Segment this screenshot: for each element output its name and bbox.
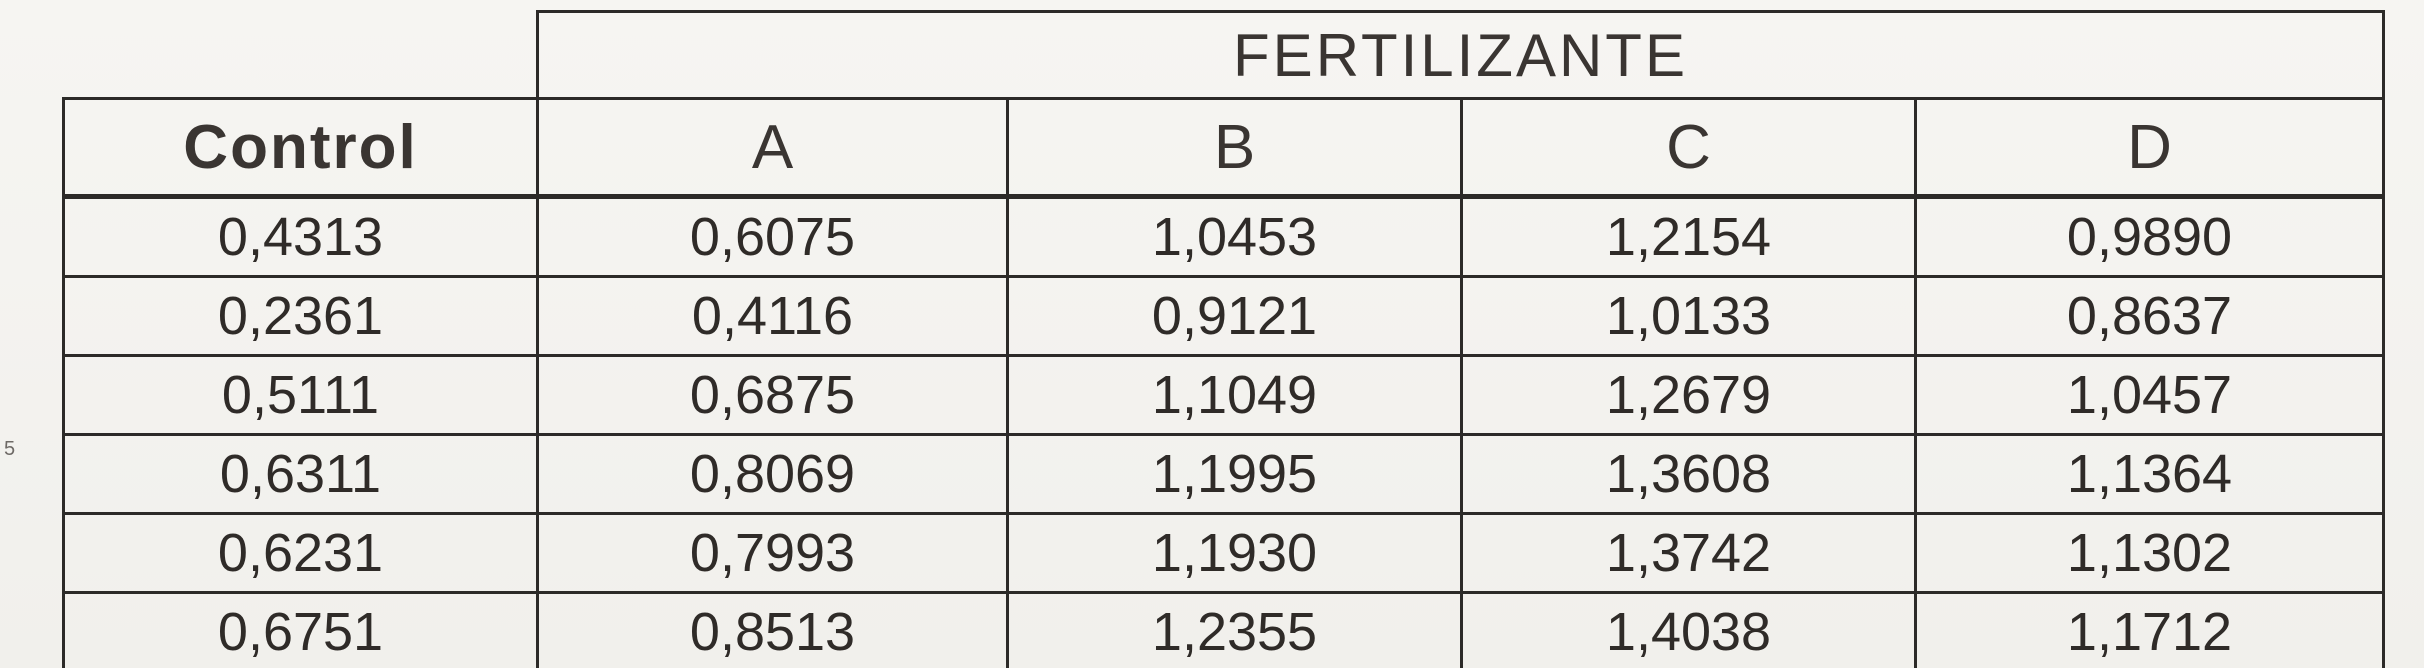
fertilizer-table	[62, 10, 2385, 668]
table-cell: 0,8069	[538, 435, 1008, 514]
table-row	[64, 593, 2384, 668]
table-row	[64, 197, 2384, 277]
margin-mark: 5	[4, 438, 16, 460]
column-header-control: Control	[64, 99, 538, 197]
table-cell: 1,4038	[1462, 593, 1916, 668]
table-cell: 0,5111	[64, 356, 538, 435]
title-row	[64, 12, 2384, 99]
table-cell: 0,8513	[538, 593, 1008, 668]
table-cell: 1,1712	[1916, 593, 2384, 668]
table-cell: 1,1049	[1008, 356, 1462, 435]
table-spacer-cell	[64, 12, 538, 99]
table-cell: 1,3608	[1462, 435, 1916, 514]
table-title: FERTILIZANTE	[538, 12, 2384, 99]
column-header-d: D	[1916, 99, 2384, 197]
table-cell: 0,7993	[538, 514, 1008, 593]
table-cell: 1,0453	[1008, 197, 1462, 277]
table-row	[64, 514, 2384, 593]
table-cell: 1,0457	[1916, 356, 2384, 435]
column-header-a: A	[538, 99, 1008, 197]
table-cell: 1,2355	[1008, 593, 1462, 668]
column-header-c: C	[1462, 99, 1916, 197]
table-cell: 0,2361	[64, 277, 538, 356]
table-row	[64, 277, 2384, 356]
table-cell: 0,4313	[64, 197, 538, 277]
table-row	[64, 435, 2384, 514]
header-row	[64, 99, 2384, 197]
table-cell: 0,4116	[538, 277, 1008, 356]
fertilizer-table-container	[62, 10, 2382, 662]
table-cell: 0,6875	[538, 356, 1008, 435]
table-cell: 0,6231	[64, 514, 538, 593]
table-cell: 0,6751	[64, 593, 538, 668]
table-cell: 1,2679	[1462, 356, 1916, 435]
table-cell: 1,1364	[1916, 435, 2384, 514]
table-cell: 0,8637	[1916, 277, 2384, 356]
table-row	[64, 356, 2384, 435]
table-cell: 1,0133	[1462, 277, 1916, 356]
column-header-b: B	[1008, 99, 1462, 197]
table-cell: 0,9890	[1916, 197, 2384, 277]
table-cell: 0,6075	[538, 197, 1008, 277]
table-cell: 1,3742	[1462, 514, 1916, 593]
table-cell: 1,1995	[1008, 435, 1462, 514]
table-cell: 0,9121	[1008, 277, 1462, 356]
table-cell: 1,1930	[1008, 514, 1462, 593]
table-cell: 0,6311	[64, 435, 538, 514]
table-cell: 1,2154	[1462, 197, 1916, 277]
table-cell: 1,1302	[1916, 514, 2384, 593]
